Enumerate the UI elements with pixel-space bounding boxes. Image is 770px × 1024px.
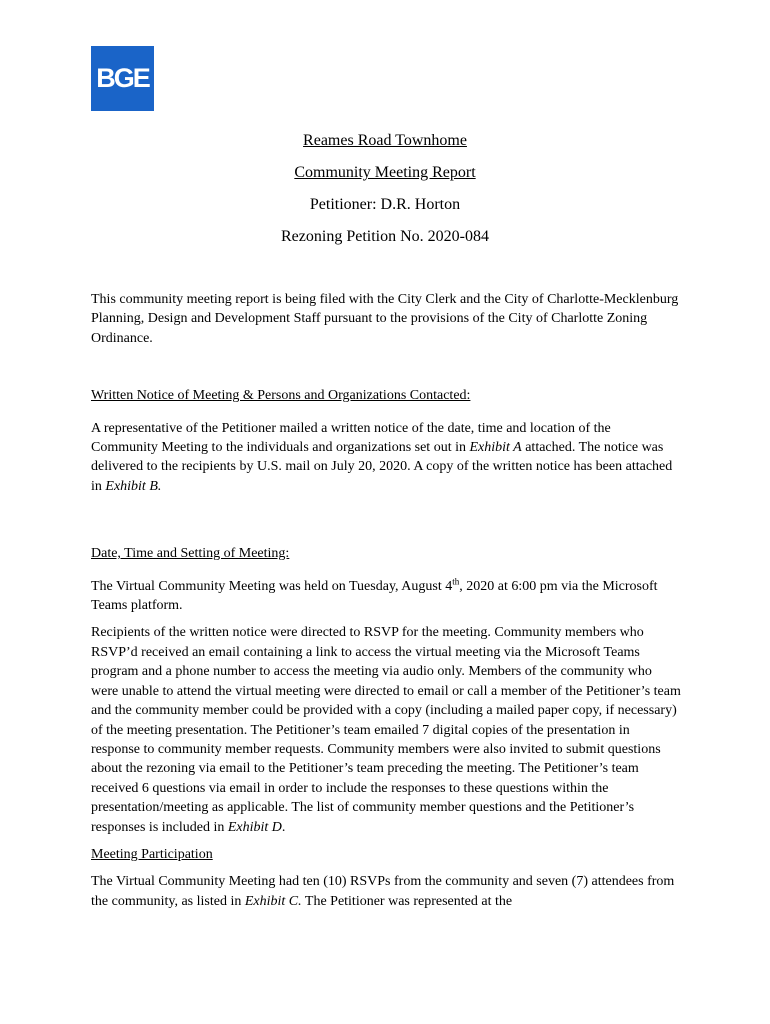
meeting-date-paragraph xyxy=(91,577,681,616)
text-segment: . xyxy=(281,819,286,835)
logo-text: BGE xyxy=(96,63,149,93)
participation-paragraph xyxy=(91,872,681,911)
text-segment: The Virtual Community Meeting had ten (10) RSVPs from the community and seven (7) attendees from the community, as listed in xyxy=(91,874,675,909)
report-title: Community Meeting Report xyxy=(294,164,476,181)
section-heading-date-time: Date, Time and Setting of Meeting: xyxy=(91,546,290,562)
text-segment: Recipients of the written notice were directed to RSVP for the meeting. Community members who RSVP’d received an email containing a link to access the virtual meeting via the Microsoft Teams program and a phone number to access the meeting via audio only. Members of the community who were unable to attend the virtual meeting were directed to email or call a member of the Petitioner’s team and the community member could be provided with a copy (including a mailed paper copy, if necessary) of the meeting presentation. The Petitioner’s team emailed 7 digital copies of the presentation in response to community member requests. Community members were also invited to submit questions about the rezoning via email to the Petitioner’s team preceding the meeting. The Petitioner’s team received 6 questions via email in order to include the responses to these questions within the presentation/meeting as applicable. The list of community member questions and the Petitioner’s responses is included in xyxy=(91,625,681,835)
section-heading-written-notice: Written Notice of Meeting & Persons and Organizations Contacted: xyxy=(91,388,471,404)
text-segment: , 2020 at 6:00 pm via the Microsoft Teams platform. xyxy=(91,578,658,614)
exhibit-b-reference: Exhibit B. xyxy=(105,478,162,494)
text-segment: The Virtual Community Meeting was held on Tuesday, August 4 xyxy=(91,578,453,594)
written-notice-paragraph xyxy=(91,419,681,497)
document-body xyxy=(91,290,681,911)
text-segment: A representative of the Petitioner mailed a written notice of the date, time and location of the Community Meeting to the individuals and organizations set out in xyxy=(91,420,611,456)
title-block xyxy=(0,130,770,258)
petitioner-line: Petitioner: D.R. Horton xyxy=(309,196,461,213)
intro-paragraph: This community meeting report is being filed with the City Clerk and the City of Charlotte-Mecklenburg Planning, Design and Development Staff pursuant to the provisions of the City of Charlotte Zoning Ordinance. xyxy=(91,292,679,346)
superscript: th xyxy=(452,576,460,586)
exhibit-d-reference: Exhibit D xyxy=(227,819,282,835)
document-title: Reames Road Townhome xyxy=(303,132,467,149)
petition-number: Rezoning Petition No. 2020-084 xyxy=(281,228,489,245)
bge-logo xyxy=(91,46,154,111)
exhibit-c-reference: Exhibit C. xyxy=(244,893,302,909)
text-segment: The Petitioner was represented at the xyxy=(301,893,513,909)
section-heading-participation: Meeting Participation xyxy=(91,846,213,862)
text-segment: attached. The notice was delivered to the recipients by U.S. mail on July 20, 2020. A copy of the written notice has been attached in xyxy=(91,440,673,494)
rsvp-paragraph xyxy=(91,623,681,836)
exhibit-a-reference: Exhibit A xyxy=(469,440,522,456)
